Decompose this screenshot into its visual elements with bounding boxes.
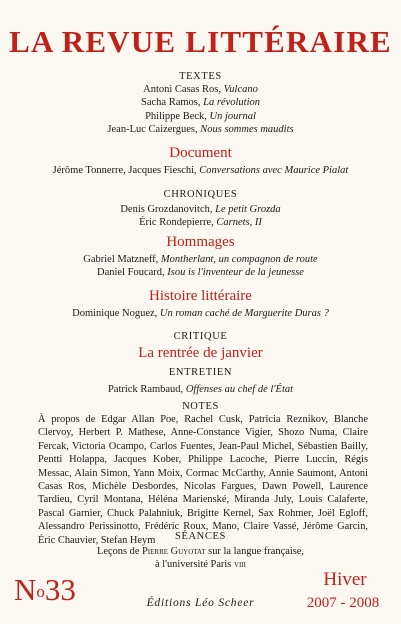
section-subheading-rentree: La rentrée de janvier	[138, 345, 263, 361]
section-heading-entretien: ENTRETIEN	[168, 367, 233, 378]
section-heading-textes: TEXTES	[179, 71, 222, 82]
contents-entry: Daniel Foucard, Isou is l'inventeur de la jeunesse	[97, 267, 304, 279]
critique-section	[0, 330, 401, 362]
contents-entry: Antoni Casas Ros, Vulcano	[143, 84, 258, 95]
notes-paragraph: À propos de Edgar Allan Poe, Rachel Cusk, Patricia Reznikov, Blanche Clervoy, Herbert P. Mathese, Anne-Constance Vigier, Shozo Numa, Claire Fercak, Victoria Ocampo, Carlos Fuentes, Jean-Paul Michel, Sébastien Bailly, Pentti Holappa, Jacques Kober, Philippe Lacoche, Pierre Luccin, Régis Messac, Alain Simon, Yann Moix, Cormac McCarthy, Annie Saumont, Antoni Casas Ros, Michèle Desbordes, Nicolas Fargues, Dawn Powell, Laurence Tardieu, Cyril Montana, Héléna Marienské, Miranda July, Louis Calaferte, Pascal Garnier, Chuck Palahniuk, Brigitte Kernel, Sax Rohmer, Joël Egloff, Alessandro Perissinotto, Frédéric Roux, Mano, Claire Vassé, Jérôme Garcin, Éric Chauvier, Stefan Heym	[38, 414, 368, 546]
hommages-section	[0, 234, 401, 280]
section-heading-hommages: Hommages	[166, 234, 235, 250]
contents-entry: Jean-Luc Caizergues, Nous sommes maudits	[107, 123, 294, 135]
issue-season: Hiver	[323, 569, 367, 590]
section-heading-chroniques: CHRONIQUES	[163, 189, 238, 200]
section-heading-seances: SÉANCES	[175, 531, 226, 542]
seances-line-2: à l'université Paris viii	[155, 559, 246, 571]
contents-entry: Jérôme Tonnerre, Jacques Fieschi, Conversations avec Maurice Pialat	[52, 165, 349, 176]
contents-entry: Denis Grozdanovitch, Le petit Grozda	[120, 204, 281, 215]
publisher-name: Éditions Léo Scheer	[146, 597, 255, 609]
section-heading-document: Document	[169, 145, 232, 161]
notes-section	[0, 400, 401, 413]
seances-line-1: Leçons de Pierre Guyotat sur la langue française,	[97, 546, 304, 557]
magazine-title: LA REVUE LITTÉRAIRE	[9, 24, 392, 59]
issue-years: 2007 - 2008	[306, 595, 380, 611]
issue-number: $N^o33$	[14, 572, 76, 607]
section-heading-histoire: Histoire littéraire	[149, 288, 252, 304]
contents-entry: Philippe Beck, Un journal	[145, 110, 256, 122]
document-section	[0, 145, 401, 177]
section-heading-critique: CRITIQUE	[173, 331, 228, 342]
seances-section	[0, 530, 401, 571]
chroniques-section	[0, 188, 401, 230]
entretien-section	[0, 366, 401, 396]
section-heading-notes: NOTES	[182, 401, 219, 412]
textes-section	[0, 70, 401, 136]
contents-entry: Dominique Noguez, Un roman caché de Marguerite Duras ?	[72, 308, 329, 319]
contents-entry: Sacha Ramos, La révolution	[141, 97, 260, 109]
contents-entry: Patrick Rambaud, Offenses au chef de l'État	[107, 384, 294, 395]
contents-entry: Gabriel Matzneff, Montherlant, un compagnon de route	[83, 254, 318, 265]
histoire-section	[0, 288, 401, 320]
contents-entry: Éric Rondepierre, Carnets, II	[139, 217, 262, 229]
